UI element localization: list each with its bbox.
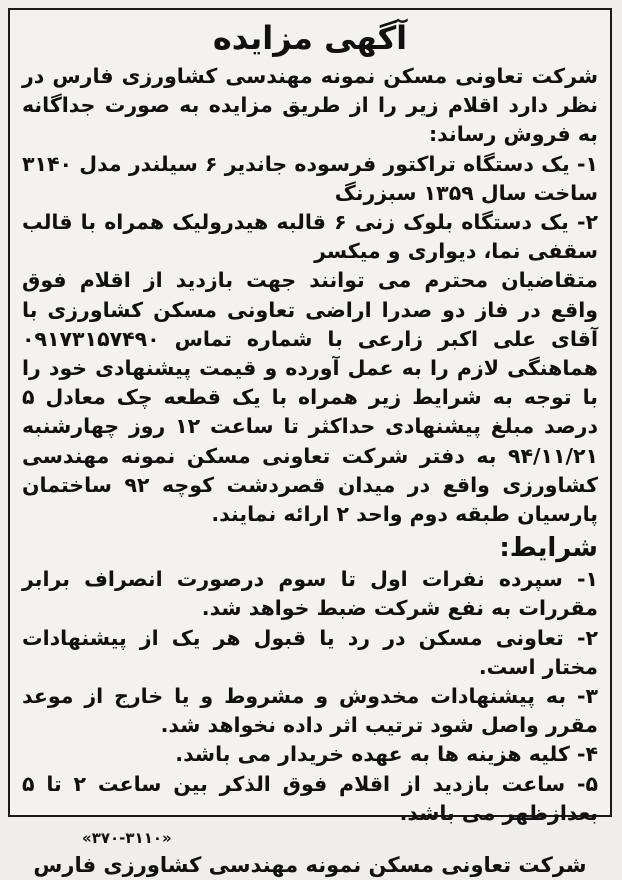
item-1: ۱- یک دستگاه تراکتور فرسوده جاندیر ۶ سیلندر مدل ۳۱۴۰ ساخت سال ۱۳۵۹ سبزرنگ xyxy=(22,151,598,205)
advertisement-box xyxy=(8,8,612,878)
condition-3: ۳- به پیشنهادات مخدوش و مشروط و یا خارج از موعد مقرر واصل شود ترتیب اثر داده نخواهد شد. xyxy=(22,684,598,738)
ad-title: آگهی مزایده xyxy=(212,19,408,57)
conditions-title: شرایط: xyxy=(499,533,598,564)
reference-code: «۳۷۰-۳۱۱۰» xyxy=(82,829,172,848)
condition-4: ۴- کلیه هزینه ها به عهده خریدار می باشد. xyxy=(175,742,598,767)
condition-2: ۲- تعاونی مسکن در رد یا قبول هر یک از پیشنهادات مختار است. xyxy=(22,625,598,679)
intro-paragraph: شرکت تعاونی مسکن نمونه مهندسی کشاورزی فارس در نظر دارد اقلام زیر را از طریق مزایده به صورت جداگانه به فروش رساند: xyxy=(22,64,598,147)
body-paragraph: متقاضیان محترم می توانند جهت بازدید از اقلام فوق واقع در فاز دو صدرا اراضی تعاونی مسکن کشاورزی با آقای علی اکبر زارعی با شماره تماس ۰۹۱۷۳۱۵۷۴۹۰ هماهنگی لازم را به عمل آورده و قیمت پیشنهادی خود را با توجه به شرایط زیر همراه با یک قطعه چک معادل ۵ درصد مبلغ پیشنهادی حداکثر تا ساعت ۱۲ روز چهارشنبه ۹۴/۱۱/۲۱ به دفتر شرکت تعاونی مسکن نمونه مهندسی کشاورزی واقع در میدان قصردشت کوچه ۹۲ ساختمان پارسیان طبقه دوم واحد ۲ ارائه نمایند. xyxy=(22,268,599,527)
condition-1: ۱- سپرده نفرات اول تا سوم درصورت انصراف برابر مقررات به نفع شرکت ضبط خواهد شد. xyxy=(22,567,598,621)
advertisement-content xyxy=(10,10,610,880)
item-2: ۲- یک دستگاه بلوک زنی ۶ قالبه هیدرولیک همراه با قالب سقفی نما، دیواری و میکسر xyxy=(22,210,598,264)
footer-company-name: شرکت تعاونی مسکن نمونه مهندسی کشاورزی فارس xyxy=(33,853,587,878)
condition-5: ۵- ساعت بازدید از اقلام فوق الذکر بین ساعت ۲ تا ۵ بعدازظهر می باشد. xyxy=(22,771,598,825)
